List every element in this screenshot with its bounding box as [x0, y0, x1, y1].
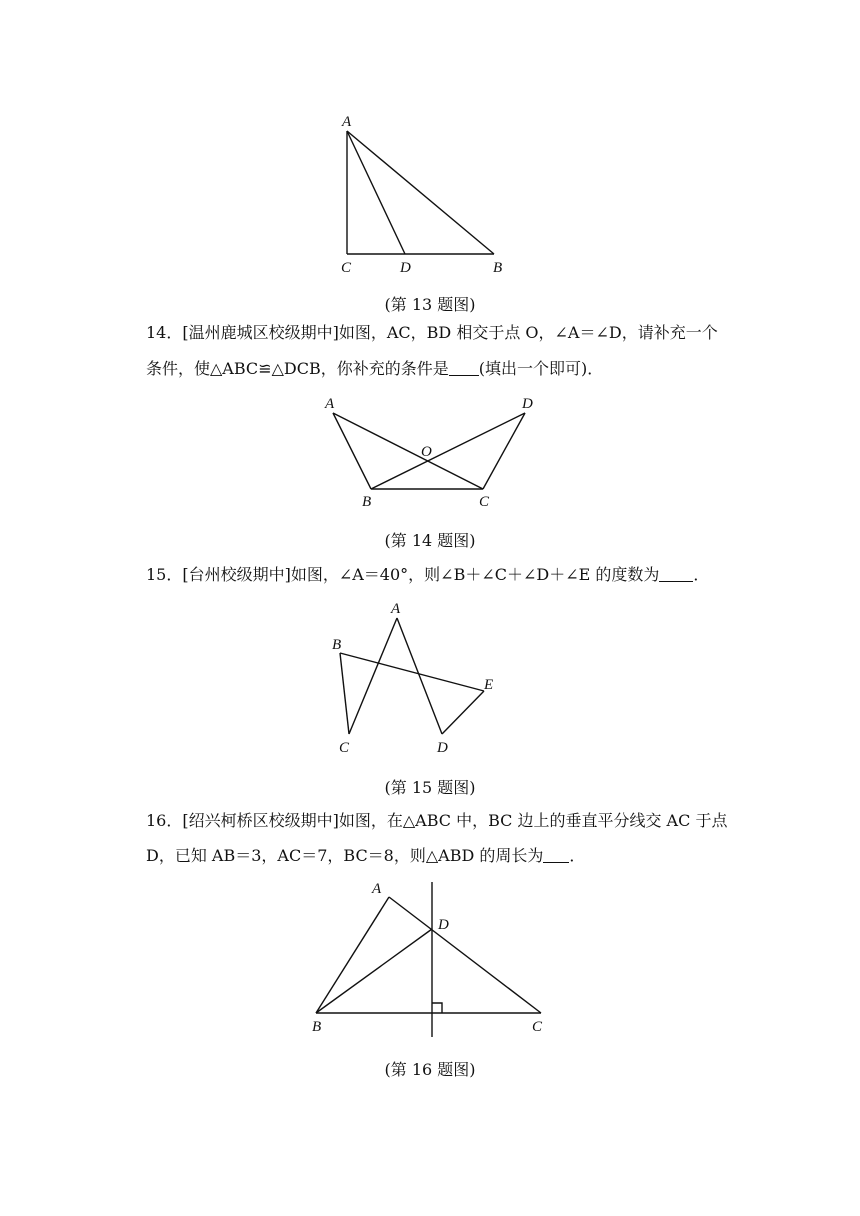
segment-dc	[483, 413, 525, 489]
question-14-line-2	[146, 354, 603, 384]
label-d: D	[438, 917, 449, 933]
label-b: B	[493, 260, 503, 276]
segment-ac	[389, 897, 541, 1013]
segment-ab	[333, 413, 371, 489]
label-d: D	[400, 260, 411, 276]
answer-blank[interactable]	[543, 846, 569, 863]
label-b: B	[362, 494, 372, 510]
question-16-line-2	[146, 841, 585, 871]
caption-fig-15: (第 15 题图)	[384, 778, 476, 797]
question-15-text: 15．[台州校级期中]如图，∠A＝40°，则∠B＋∠C＋∠D＋∠E 的度数为	[146, 565, 660, 584]
caption-fig-14: (第 14 题图)	[384, 531, 476, 550]
caption-fig-13: (第 13 题图)	[384, 295, 476, 314]
answer-blank[interactable]	[659, 565, 693, 582]
label-e: E	[484, 677, 494, 693]
segment-ad	[347, 131, 405, 254]
label-a: A	[325, 396, 335, 412]
label-b: B	[332, 637, 342, 653]
label-a: A	[391, 601, 401, 617]
segment-de	[442, 691, 484, 734]
label-c: C	[339, 740, 350, 756]
label-c: C	[341, 260, 352, 276]
question-15-line-1	[146, 560, 709, 590]
segment-bc	[340, 653, 349, 734]
question-16-line-1: 16．[绍兴柯桥区校级期中]如图，在△ABC 中，BC 边上的垂直平分线交 AC 于点	[146, 811, 728, 830]
label-a: A	[342, 114, 352, 130]
segment-ac	[333, 413, 483, 489]
question-15-suffix: ．	[693, 565, 710, 584]
answer-blank[interactable]	[449, 359, 479, 376]
label-b: B	[312, 1019, 322, 1035]
segment-eb	[340, 653, 484, 691]
figure-16-lines	[316, 882, 541, 1037]
question-16-suffix: ．	[569, 846, 586, 865]
question-14-suffix: (填出一个即可)．	[478, 359, 604, 378]
label-d: D	[437, 740, 448, 756]
figure-15-lines	[340, 618, 484, 734]
segment-ad	[397, 618, 442, 734]
segment-ab	[347, 131, 494, 254]
label-c: C	[532, 1019, 543, 1035]
label-a: A	[372, 881, 382, 897]
label-d: D	[522, 396, 533, 412]
caption-fig-16: (第 16 题图)	[384, 1060, 476, 1079]
right-angle-mark	[432, 1003, 442, 1013]
segment-bd	[316, 929, 432, 1013]
question-16-text: D，已知 AB＝3，AC＝7，BC＝8，则△ABD 的周长为	[146, 846, 544, 865]
segment-ab	[316, 897, 389, 1013]
question-14-line-1: 14．[温州鹿城区校级期中]如图，AC，BD 相交于点 O，∠A＝∠D，请补充一个	[146, 323, 718, 342]
segment-db	[371, 413, 525, 489]
label-o: O	[421, 444, 432, 460]
label-c: C	[479, 494, 490, 510]
question-14-text: 条件，使△ABC≌△DCB，你补充的条件是	[146, 359, 449, 378]
segment-ca	[349, 618, 397, 734]
figure-13-lines	[347, 131, 494, 254]
